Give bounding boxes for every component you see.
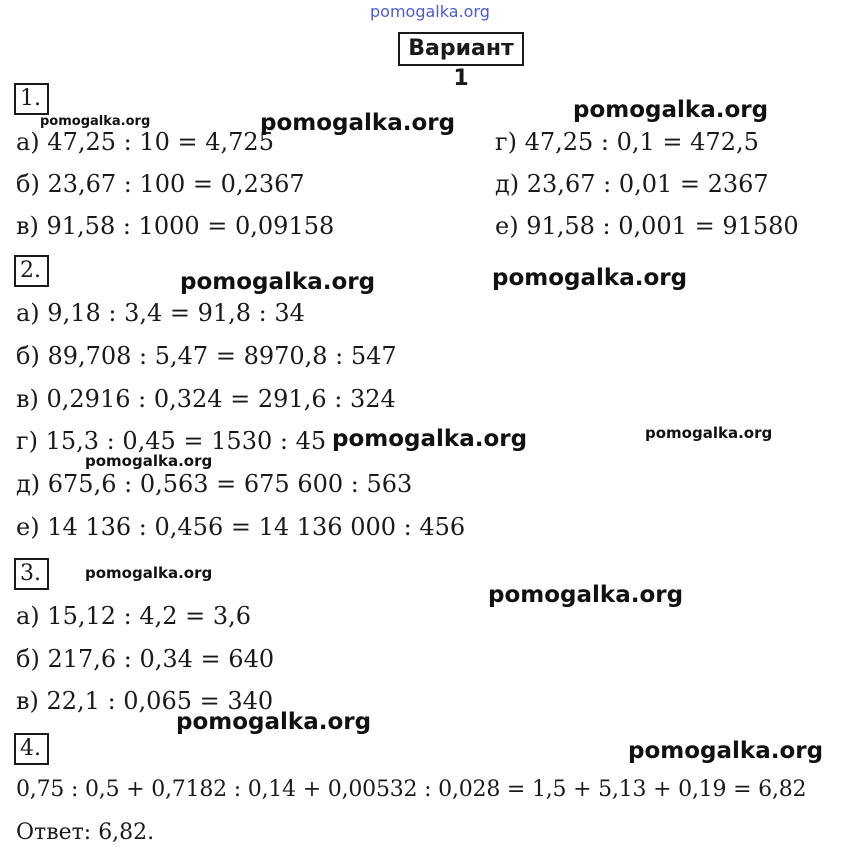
task-1-line-b: б) 23,67 : 100 = 0,2367 — [16, 170, 305, 198]
watermark: pomogalka.org — [85, 564, 213, 582]
task-4-number: 4. — [14, 733, 49, 765]
task-3-line-b: б) 217,6 : 0,34 = 640 — [16, 645, 275, 673]
watermark: pomogalka.org — [176, 709, 372, 735]
task-3-line-v: в) 22,1 : 0,065 = 340 — [16, 687, 274, 715]
variant-title: Вариант 1 — [398, 32, 524, 66]
task-1-number: 1. — [14, 83, 49, 115]
task-1-line-g: г) 47,25 : 0,1 = 472,5 — [495, 128, 759, 156]
task-3-number: 3. — [14, 558, 49, 590]
watermark: pomogalka.org — [40, 114, 151, 129]
watermark: pomogalka.org — [260, 110, 456, 136]
watermark: pomogalka.org — [85, 452, 213, 470]
watermark: pomogalka.org — [332, 426, 528, 452]
task-4-expression: 0,75 : 0,5 + 0,7182 : 0,14 + 0,00532 : 0,028 = 1,5 + 5,13 + 0,19 = 6,82 — [16, 777, 807, 802]
top-watermark: pomogalka.org — [370, 2, 490, 21]
task-2-number: 2. — [14, 255, 49, 287]
watermark: pomogalka.org — [488, 582, 684, 608]
task-1-line-d: д) 23,67 : 0,01 = 2367 — [495, 170, 769, 198]
task-4-answer: Ответ: 6,82. — [16, 820, 155, 845]
task-3-line-a: а) 15,12 : 4,2 = 3,6 — [16, 602, 252, 630]
task-2-line-d: д) 675,6 : 0,563 = 675 600 : 563 — [16, 470, 413, 498]
watermark: pomogalka.org — [180, 269, 376, 295]
task-1-line-a: а) 47,25 : 10 = 4,725 — [16, 128, 274, 156]
watermark: pomogalka.org — [628, 738, 824, 764]
task-2-line-e: е) 14 136 : 0,456 = 14 136 000 : 456 — [16, 513, 466, 541]
task-1-line-v: в) 91,58 : 1000 = 0,09158 — [16, 212, 335, 240]
watermark: pomogalka.org — [573, 97, 769, 123]
task-2-line-a: а) 9,18 : 3,4 = 91,8 : 34 — [16, 299, 305, 327]
task-2-line-b: б) 89,708 : 5,47 = 8970,8 : 547 — [16, 342, 397, 370]
task-1-line-e: е) 91,58 : 0,001 = 91580 — [495, 212, 799, 240]
task-2-line-v: в) 0,2916 : 0,324 = 291,6 : 324 — [16, 385, 396, 413]
task-2-line-g: г) 15,3 : 0,45 = 1530 : 45 — [16, 427, 327, 455]
watermark: pomogalka.org — [645, 424, 773, 442]
watermark: pomogalka.org — [492, 265, 688, 291]
